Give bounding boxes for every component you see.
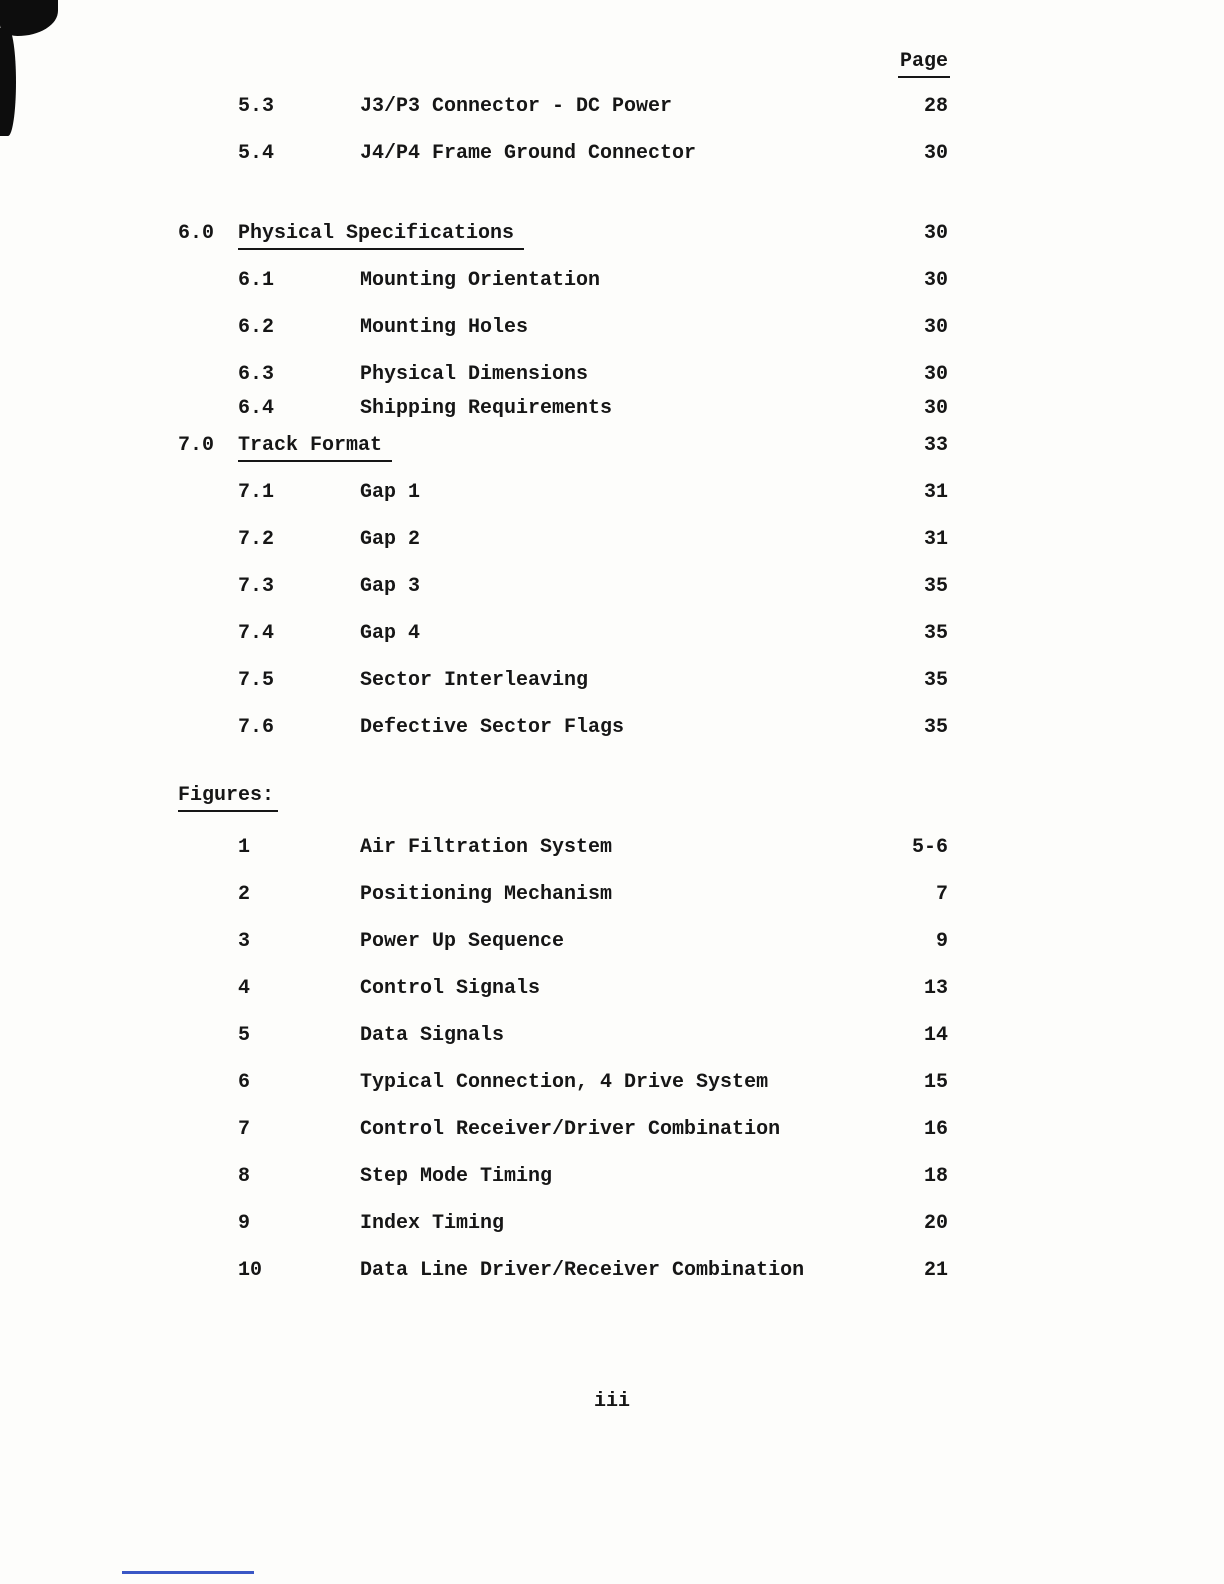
toc-row [0,363,1224,387]
toc-row [0,883,1224,907]
entry-title: Mounting Holes [360,316,529,339]
entry-number: 1 [238,836,251,859]
toc-row [0,1118,1224,1142]
toc-row [0,1024,1224,1048]
toc-row [0,528,1224,552]
entry-page-number: 7 [935,883,948,906]
entry-number: 6.1 [238,269,275,292]
entry-title: J3/P3 Connector - DC Power [360,95,673,118]
entry-page-number: 5-6 [911,836,948,859]
entry-page-number: 20 [923,1212,948,1235]
entry-title: Gap 2 [360,528,421,551]
toc-row [0,977,1224,1001]
entry-page-number: 35 [923,669,948,692]
entry-title: Gap 3 [360,575,421,598]
entry-title: Gap 1 [360,481,421,504]
toc-row [0,1165,1224,1189]
entry-title: Control Receiver/Driver Combination [360,1118,781,1141]
entry-page-number: 35 [923,622,948,645]
entry-number: 7.3 [238,575,275,598]
entry-page-number: 15 [923,1071,948,1094]
scan-artifact-blue-line [122,1571,254,1574]
toc-row [0,669,1224,693]
entry-number: 6.2 [238,316,275,339]
toc-row [0,269,1224,293]
entry-number: 5.3 [238,95,275,118]
entry-title: Data Signals [360,1024,505,1047]
toc-row [0,397,1224,421]
entry-page-number: 30 [923,363,948,386]
entry-number: 5.4 [238,142,275,165]
entry-page-number: 30 [923,142,948,165]
toc-row [0,575,1224,599]
toc-row [0,434,1224,458]
entry-title: Shipping Requirements [360,397,613,420]
toc-row [0,95,1224,119]
entry-title: Power Up Sequence [360,930,565,953]
entry-title: Typical Connection, 4 Drive System [360,1071,769,1094]
figures-list [0,836,1224,1306]
page-column-header: Page [898,50,950,78]
toc-list [0,95,1224,763]
entry-number: 10 [238,1259,263,1282]
entry-number: 7.2 [238,528,275,551]
entry-number: 6 [238,1071,251,1094]
entry-title: Sector Interleaving [360,669,589,692]
entry-number: 6.0 [178,222,215,245]
entry-title: Track Format [238,434,392,462]
entry-number: 7 [238,1118,251,1141]
entry-title: Positioning Mechanism [360,883,613,906]
toc-row [0,1212,1224,1236]
entry-title: Step Mode Timing [360,1165,553,1188]
toc-row [0,481,1224,505]
toc-row [0,222,1224,246]
entry-page-number: 33 [923,434,948,457]
toc-row [0,716,1224,740]
entry-page-number: 35 [923,716,948,739]
entry-title: Mounting Orientation [360,269,601,292]
entry-page-number: 35 [923,575,948,598]
entry-title: Index Timing [360,1212,505,1235]
entry-page-number: 30 [923,397,948,420]
toc-row [0,1259,1224,1283]
entry-number: 4 [238,977,251,1000]
figures-heading: Figures: [178,784,278,812]
entry-page-number: 14 [923,1024,948,1047]
entry-title: J4/P4 Frame Ground Connector [360,142,697,165]
entry-page-number: 18 [923,1165,948,1188]
entry-number: 8 [238,1165,251,1188]
toc-row [0,930,1224,954]
entry-title: Physical Specifications [238,222,524,250]
entry-number: 7.1 [238,481,275,504]
entry-number: 5 [238,1024,251,1047]
entry-page-number: 30 [923,269,948,292]
page-number-footer: iii [593,1390,630,1413]
toc-row [0,622,1224,646]
entry-number: 6.3 [238,363,275,386]
entry-number: 2 [238,883,251,906]
entry-number: 7.5 [238,669,275,692]
entry-title: Control Signals [360,977,541,1000]
entry-number: 3 [238,930,251,953]
toc-row [0,316,1224,340]
toc-row [0,1071,1224,1095]
entry-title: Data Line Driver/Receiver Combination [360,1259,805,1282]
toc-row [0,836,1224,860]
entry-number: 7.4 [238,622,275,645]
entry-page-number: 30 [923,316,948,339]
entry-title: Defective Sector Flags [360,716,625,739]
entry-page-number: 21 [923,1259,948,1282]
entry-page-number: 31 [923,481,948,504]
entry-page-number: 9 [935,930,948,953]
entry-number: 7.6 [238,716,275,739]
entry-page-number: 28 [923,95,948,118]
entry-title: Gap 4 [360,622,421,645]
entry-number: 6.4 [238,397,275,420]
entry-number: 7.0 [178,434,215,457]
entry-page-number: 16 [923,1118,948,1141]
entry-title: Air Filtration System [360,836,613,859]
entry-page-number: 13 [923,977,948,1000]
entry-page-number: 31 [923,528,948,551]
entry-number: 9 [238,1212,251,1235]
entry-title: Physical Dimensions [360,363,589,386]
entry-page-number: 30 [923,222,948,245]
toc-row [0,142,1224,166]
